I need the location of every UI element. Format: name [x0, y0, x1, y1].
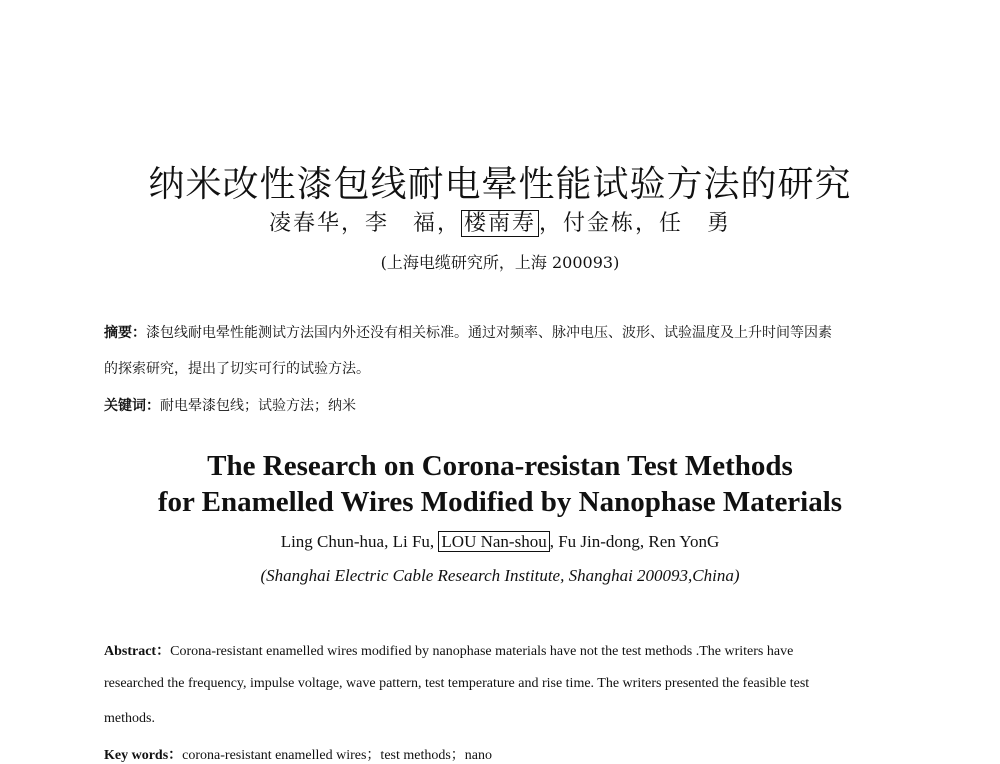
english-keywords-label: Key words： — [104, 748, 183, 763]
chinese-highlighted-author: 楼南寿 — [461, 210, 539, 237]
english-highlighted-author: LOU Nan-shou — [438, 531, 549, 552]
chinese-keywords — [104, 395, 904, 415]
english-abstract-label: Abstract： — [104, 644, 171, 659]
chinese-affiliation: (上海电缆研究所，上海 200093) — [380, 253, 620, 272]
chinese-title: 纳米改性漆包线耐电晕性能试验方法的研究 — [148, 164, 852, 205]
english-authors — [0, 532, 1000, 552]
english-affiliation: (Shanghai Electric Cable Research Institute, Shanghai 200093,China) — [260, 566, 740, 585]
english-keywords-text: corona-resistant enamelled wires；test methods；nano — [182, 748, 493, 763]
chinese-abstract-line-1 — [104, 322, 904, 342]
english-authors-after: , Fu Jin-dong, Ren YonG — [549, 532, 720, 551]
english-title-line-2: for Enamelled Wires Modified by Nanophase Materials — [157, 486, 843, 518]
english-abstract-line-2: researched the frequency, impulse voltage, wave pattern, test temperature and rise time. The writers presented the feasible test — [104, 676, 810, 691]
chinese-abstract-text-1: 漆包线耐电晕性能测试方法国内外还没有相关标准。通过对频率、脉冲电压、波形、试验温度及上升时间等因素 — [146, 325, 832, 341]
english-abstract-text-1: Corona-resistant enamelled wires modified by nanophase materials have not the test methods .The writers have — [170, 644, 794, 659]
english-title-line-1: The Research on Corona-resistan Test Methods — [207, 450, 793, 482]
chinese-authors — [0, 206, 1000, 237]
chinese-authors-before: 凌春华，李 福， — [268, 211, 461, 236]
english-keywords — [104, 744, 900, 764]
chinese-abstract-label: 摘要： — [104, 325, 146, 341]
chinese-keywords-text: 耐电晕漆包线；试验方法；纳米 — [160, 398, 356, 414]
chinese-abstract-line-2: 的探索研究，提出了切实可行的试验方法。 — [104, 361, 370, 377]
chinese-keywords-label: 关键词： — [104, 398, 160, 414]
english-authors-before: Ling Chun-hua, Li Fu, — [280, 532, 439, 551]
chinese-authors-after: ，付金栋，任 勇 — [539, 211, 732, 236]
english-abstract-line-1 — [104, 640, 900, 660]
english-abstract-line-3: methods. — [104, 711, 155, 726]
